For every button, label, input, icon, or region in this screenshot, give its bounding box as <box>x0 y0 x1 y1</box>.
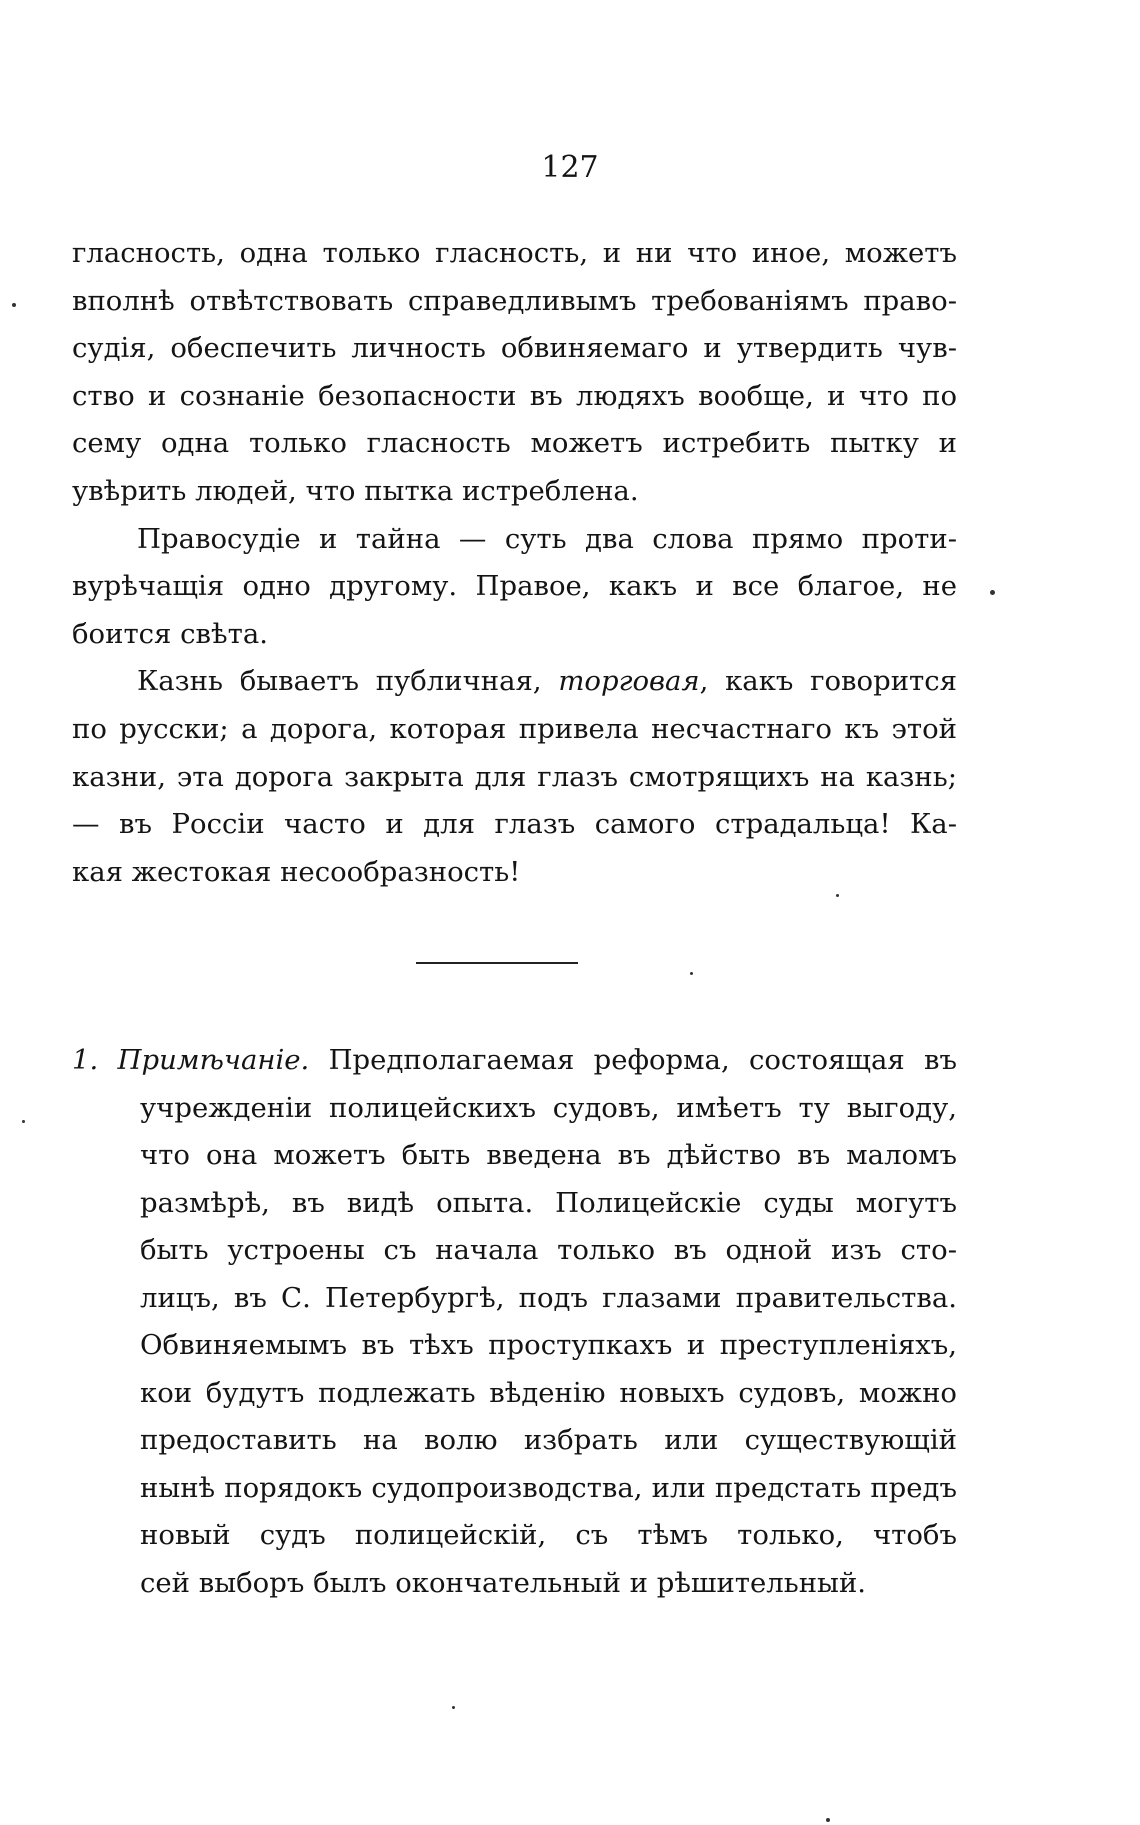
footnote-label: 1. Примѣчаніе. <box>72 1044 310 1076</box>
text-line: — въ Россіи часто и для глазъ самого страдальца! Ка- <box>72 808 957 841</box>
text-span: , какъ говорится <box>699 665 957 698</box>
italic-word: торговая <box>558 665 700 698</box>
footnote-line: нынѣ порядокъ судопроизводства, или предстать предъ <box>140 1471 957 1504</box>
footnote-line: предоставить на волю избрать или существующій <box>140 1424 957 1456</box>
scan-speck <box>452 1706 455 1709</box>
footnote-line: новый судъ полицейскій, съ тѣмъ только, чтобъ <box>140 1519 957 1551</box>
scan-speck <box>836 894 839 897</box>
text-line: вурѣчащія одно другому. Правое, какъ и все благое, не <box>72 570 957 603</box>
scan-speck <box>826 1818 830 1822</box>
scan-speck <box>12 303 16 307</box>
footnote-line: сей выборъ былъ окончательный и рѣшительный. <box>140 1566 867 1599</box>
main-text <box>72 230 957 896</box>
footnote-line: что она можетъ быть введена въ дѣйство въ маломъ <box>140 1139 957 1171</box>
footnote-line: быть устроены съ начала только въ одной изъ сто- <box>140 1234 957 1266</box>
footnote-line: Обвиняемымъ въ тѣхъ проступкахъ и преступленіяхъ, <box>140 1329 957 1361</box>
text-line: Правосудіе и тайна — суть два слова прямо проти- <box>137 522 957 555</box>
text-line: ство и сознаніе безопасности въ людяхъ вообще, и что по <box>72 379 957 412</box>
text-span: Казнь бываетъ публичная, <box>137 665 542 698</box>
text-line: увѣрить людей, что пытка истреблена. <box>72 474 639 507</box>
text-line <box>72 658 957 706</box>
text-line: гласность, одна только гласность, и ни что иное, можетъ <box>72 237 957 269</box>
footnote-line: учрежденіи полицейскихъ судовъ, имѣетъ ту выгоду, <box>140 1091 957 1124</box>
footnote-first-line <box>72 1037 957 1085</box>
text-line: казни, эта дорога закрыта для глазъ смотрящихъ на казнь; <box>72 760 957 793</box>
text-line: по русски; а дорога, которая привела несчастнаго къ этой <box>72 712 957 745</box>
footnote <box>72 1037 957 1607</box>
scan-speck <box>990 590 995 595</box>
text-line: кая жестокая несообразность! <box>72 855 521 888</box>
footnote-line: кои будутъ подлежать вѣденію новыхъ судовъ, можно <box>140 1376 957 1409</box>
page-number: 127 <box>541 150 599 185</box>
text-line: вполнѣ отвѣтствовать справедливымъ требованіямъ право- <box>72 284 957 317</box>
text-line: судія, обеспечить личность обвиняемаго и утвердить чув- <box>72 332 957 365</box>
text-span: Предполагаемая реформа, состоящая въ <box>328 1044 957 1076</box>
footnote-line: лицъ, въ С. Петербургѣ, подъ глазами правительства. <box>140 1281 957 1314</box>
scan-speck <box>690 972 693 975</box>
text-line: боится свѣта. <box>72 617 268 650</box>
text-line: сему одна только гласность можетъ истребить пытку и <box>72 427 957 460</box>
footnote-separator <box>416 962 578 964</box>
scan-speck <box>22 1120 25 1123</box>
footnote-line: размѣрѣ, въ видѣ опыта. Полицейскіе суды могутъ <box>140 1186 957 1219</box>
